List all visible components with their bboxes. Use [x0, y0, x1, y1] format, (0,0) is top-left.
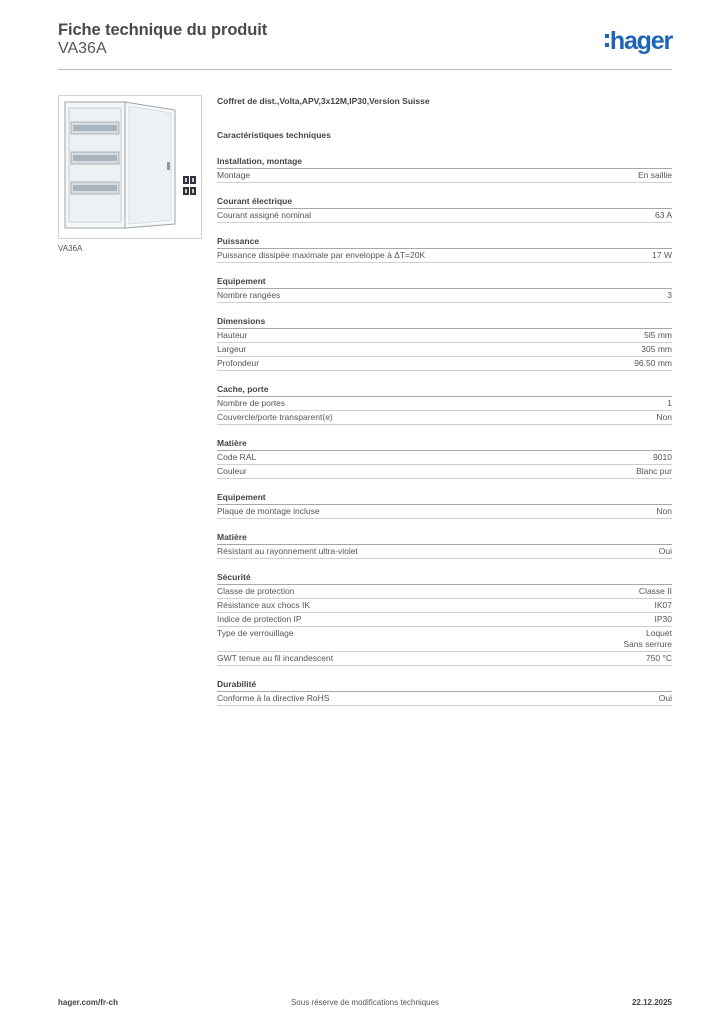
spec-row	[217, 329, 672, 343]
spec-value	[652, 250, 672, 261]
product-description: Coffret de dist.,Volta,APV,3x12M,IP30,Version Suisse	[217, 96, 430, 106]
spec-label: Courant assigné nominal	[217, 210, 312, 220]
spec-value	[655, 210, 672, 221]
spec-value	[667, 290, 672, 301]
spec-row	[217, 357, 672, 371]
distribution-box-illustration	[59, 96, 201, 238]
spec-row	[217, 465, 672, 479]
spec-value	[659, 693, 672, 704]
section-title: Courant électrique	[217, 196, 672, 209]
image-caption: VA36A	[58, 244, 83, 253]
spec-row	[217, 209, 672, 223]
spec-label: Plaque de montage incluse	[217, 506, 320, 516]
spec-row	[217, 249, 672, 263]
spec-section	[217, 236, 672, 263]
spec-row	[217, 692, 672, 706]
spec-section	[217, 196, 672, 223]
spec-label: Conforme à la directive RoHS	[217, 693, 330, 703]
section-title: Sécurité	[217, 572, 672, 585]
spec-label: Montage	[217, 170, 251, 180]
spec-value	[638, 170, 672, 181]
spec-value	[641, 344, 672, 355]
spec-value	[656, 506, 672, 517]
spec-value	[653, 452, 672, 463]
spec-row	[217, 585, 672, 599]
section-title: Dimensions	[217, 316, 672, 329]
spec-value-text: 1	[667, 398, 672, 408]
logo-dots-icon	[605, 34, 609, 47]
spec-label: Largeur	[217, 344, 247, 354]
spec-value-text: Classe II	[638, 586, 672, 596]
spec-row	[217, 343, 672, 357]
spec-value	[667, 398, 672, 409]
spec-label: Nombre de portes	[217, 398, 286, 408]
spec-value-text: 305 mm	[641, 344, 672, 354]
spec-row	[217, 505, 672, 519]
logo-text: hager	[609, 27, 672, 55]
spec-section	[217, 438, 672, 479]
footer-date: 22.12.2025	[631, 998, 672, 1007]
product-image	[58, 95, 202, 239]
spec-row	[217, 289, 672, 303]
section-title: Matière	[217, 532, 672, 545]
spec-label: Puissance dissipée maximale par enveloppe à ΔT=20K	[217, 250, 426, 260]
spec-value	[623, 628, 672, 650]
spec-label: Indice de protection IP	[217, 614, 302, 624]
spec-label: Résistance aux chocs IK	[217, 600, 311, 610]
spec-value	[634, 358, 672, 369]
spec-label: Type de verrouillage	[217, 628, 294, 638]
spec-label: Hauteur	[217, 330, 248, 340]
spec-value-text: Non	[656, 412, 672, 422]
spec-row	[217, 627, 672, 652]
spec-row	[217, 613, 672, 627]
section-title: Installation, montage	[217, 156, 672, 169]
spec-value	[656, 412, 672, 423]
spec-value-text: IP30	[654, 614, 672, 624]
spec-section	[217, 492, 672, 519]
section-title: Equipement	[217, 276, 672, 289]
spec-value	[636, 466, 672, 477]
spec-value-text: 5l5 mm	[644, 330, 672, 340]
spec-value	[644, 330, 672, 341]
spec-value	[646, 653, 672, 664]
spec-section	[217, 276, 672, 303]
page-footer	[58, 998, 672, 1012]
section-title: Matière	[217, 438, 672, 451]
spec-row	[217, 652, 672, 666]
spec-value-text: 17 W	[652, 250, 672, 260]
spec-label: Nombre rangées	[217, 290, 281, 300]
spec-content	[217, 96, 672, 719]
spec-value-text: 96.50 mm	[634, 358, 672, 368]
spec-value-text: Loquet	[646, 628, 672, 638]
spec-value-text: Non	[656, 506, 672, 516]
spec-row	[217, 545, 672, 559]
spec-label: Résistant au rayonnement ultra-violet	[217, 546, 358, 556]
technical-specs-title: Caractéristiques techniques	[217, 130, 331, 140]
spec-value-text: En saillie	[637, 170, 672, 180]
section-title: Durabilité	[217, 679, 672, 692]
spec-label: Couleur	[217, 466, 247, 476]
spec-value	[655, 614, 673, 625]
footer-disclaimer: Sous réserve de modifications techniques	[290, 998, 440, 1007]
footer-website: hager.com/fr-ch	[58, 998, 119, 1007]
spec-sections	[217, 156, 672, 706]
spec-value-text: 750 °C	[645, 653, 672, 663]
spec-label: Classe de protection	[217, 586, 295, 596]
spec-section	[217, 679, 672, 706]
spec-section	[217, 156, 672, 183]
section-title: Puissance	[217, 236, 672, 249]
spec-label: Code RAL	[217, 452, 257, 462]
spec-row	[217, 599, 672, 613]
page-header	[58, 21, 672, 70]
spec-value	[639, 586, 672, 597]
spec-value-text: Oui	[658, 693, 672, 703]
spec-value-text: 3	[667, 290, 672, 300]
spec-section	[217, 384, 672, 425]
spec-section	[217, 532, 672, 559]
spec-value-text: Oui	[658, 546, 672, 556]
document-title: Fiche technique du produit	[58, 21, 268, 39]
spec-row	[217, 451, 672, 465]
spec-value-text: IK07	[654, 600, 672, 610]
spec-row	[217, 169, 672, 183]
spec-section	[217, 316, 672, 371]
spec-label: Profondeur	[217, 358, 260, 368]
spec-value	[655, 600, 673, 611]
section-title: Equipement	[217, 492, 672, 505]
spec-value-text: Blanc pur	[636, 466, 672, 476]
spec-value-text: 9010	[653, 452, 672, 462]
product-reference: VA36A	[58, 40, 107, 57]
spec-label: Couvercle/porte transparent(e)	[217, 412, 333, 422]
spec-value	[659, 546, 672, 557]
section-title: Cache, porte	[217, 384, 672, 397]
hager-logo	[605, 28, 672, 54]
spec-value-text: 63 A	[654, 210, 672, 220]
spec-value-text-secondary: Sans serrure	[623, 639, 672, 649]
spec-row	[217, 411, 672, 425]
spec-section	[217, 572, 672, 666]
spec-label: GWT tenue au fil incandescent	[217, 653, 334, 663]
spec-row	[217, 397, 672, 411]
